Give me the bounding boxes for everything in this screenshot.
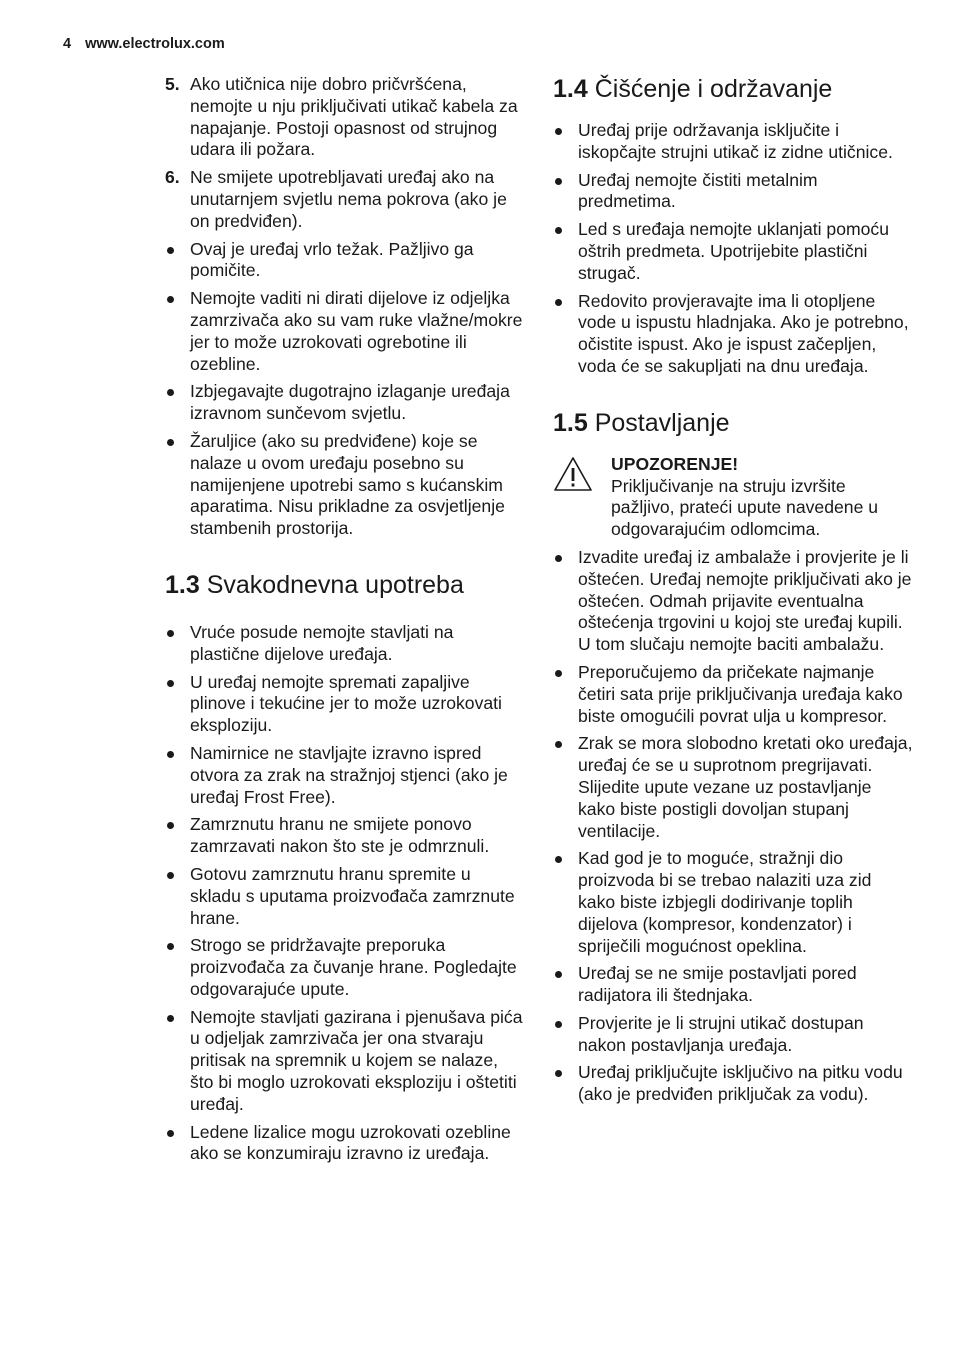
- section-title-1-4: [553, 74, 913, 104]
- list-item: [165, 431, 523, 540]
- list-item: [165, 167, 523, 232]
- list-item: [553, 733, 913, 842]
- list-item: [165, 864, 523, 929]
- list-item: [165, 935, 523, 1000]
- bullet-icon: [167, 389, 174, 396]
- bullet-icon: [167, 247, 174, 254]
- item-text: Provjerite je li strujni utikač dostupan nakon postavljanja uređaja.: [578, 1012, 864, 1055]
- item-text: Zrak se mora slobodno kretati oko uređaja, uređaj će se u suprotnom pregrijavati. Slijedite upute vezane uz postavljanje kako biste postigli dovoljan stupanj ventilacije.: [578, 733, 913, 841]
- list-item: [165, 74, 523, 161]
- warning-triangle-icon: [553, 456, 593, 492]
- item-text: Ako utičnica nije dobro pričvršćena, nemojte u nju priključivati utikač kabela za napajanje. Postoji opasnost od strujnog udara ili požara.: [190, 74, 518, 160]
- bullet-icon: [555, 128, 562, 135]
- list-item: [165, 743, 523, 808]
- bullet-icon: [555, 227, 562, 234]
- section-title-text: Svakodnevna upotreba: [206, 570, 464, 599]
- bullet-icon: [167, 296, 174, 303]
- site-url: www.electrolux.com: [85, 36, 225, 52]
- bullet-icon: [555, 555, 562, 562]
- list-item: [165, 1122, 523, 1166]
- list-item: [165, 288, 523, 375]
- section-number: 1.3: [165, 570, 200, 599]
- item-text: Vruće posude nemojte stavljati na plastične dijelove uređaja.: [190, 621, 454, 664]
- item-text: Redovito provjeravajte ima li otopljene vode u ispustu hladnjaka. Ako je potrebno, očistite ispust. Ako je ispust začepljen, voda će se sakupljati na dnu uređaja.: [578, 290, 909, 376]
- item-text: Uređaj nemojte čistiti metalnim predmetima.: [578, 169, 818, 212]
- list-item: [553, 1062, 913, 1106]
- item-number: 6.: [165, 167, 180, 188]
- bullet-icon: [555, 971, 562, 978]
- item-text: Ne smijete upotrebljavati uređaj ako na unutarnjem svjetlu nema pokrova (ako je on predviđen).: [190, 167, 507, 231]
- section-title-text: Postavljanje: [594, 408, 730, 437]
- list-item: [553, 547, 913, 656]
- bullet-icon: [167, 630, 174, 637]
- list-item: [165, 1007, 523, 1116]
- bullet-icon: [167, 1130, 174, 1137]
- item-number: 5.: [165, 74, 180, 94]
- item-text: Namirnice ne stavljajte izravno ispred otvora za zrak na stražnjoj stjenci (ako je uređaj Frost Free).: [190, 742, 508, 807]
- item-text: U uređaj nemojte spremati zapaljive plinove i tekućine jer to može uzrokovati eksploziju.: [190, 671, 502, 736]
- list-item: [553, 120, 913, 164]
- list-item: [165, 381, 523, 425]
- item-text: Strogo se pridržavajte preporuka proizvođača za čuvanje hrane. Pogledajte odgovarajuće upute.: [190, 935, 517, 999]
- item-text: Uređaj se ne smije postavljati pored radijatora ili štednjaka.: [578, 963, 857, 1006]
- item-text: Uređaj priključujte isključivo na pitku vodu (ako je predviđen priključak za vodu).: [578, 1062, 903, 1105]
- bullet-icon: [167, 943, 174, 950]
- item-text: Led s uređaja nemojte uklanjati pomoću oštrih predmeta. Upotrijebite plastični strugač.: [578, 219, 890, 283]
- warning-block: [553, 454, 913, 541]
- item-text: Žaruljice (ako su predviđene) koje se nalaze u ovom uređaju posebno su namijenjene upotrebi samo s kućanskim aparatima. Nisu prikladne za osvjetljenje stambenih prostorija.: [190, 430, 505, 539]
- item-text: Nemojte vaditi ni dirati dijelove iz odjeljka zamrzivača ako su vam ruke vlažne/mokre jer to može uzrokovati ogrebotine ili ozebline.: [190, 288, 523, 374]
- item-text: Ledene lizalice mogu uzrokovati ozebline ako se konzumiraju izravno iz uređaja.: [190, 1121, 511, 1164]
- section-title-1-3: [165, 570, 523, 600]
- item-text: Nemojte stavljati gazirana i pjenušava pića u odjeljak zamrzivača jer ona stvaraju pritisak na spremnik u kojem se nalaze, što bi moglo uzrokovati eksploziju i oštetiti uređaj.: [190, 1006, 523, 1114]
- bullet-icon: [167, 751, 174, 758]
- bullet-icon: [555, 1070, 562, 1077]
- bullet-icon: [555, 299, 562, 306]
- section-title-1-5: [553, 408, 913, 438]
- bullet-icon: [167, 1015, 174, 1022]
- left-column: [165, 74, 523, 1171]
- list-item: [165, 622, 523, 666]
- bullet-icon: [167, 872, 174, 879]
- warning-text: Priključivanje na struju izvršite pažljivo, prateći upute navedene u odgovarajućim odlomcima.: [611, 475, 879, 540]
- list-item: [553, 662, 913, 727]
- item-text: Uređaj prije održavanja isključite i iskopčajte strujni utikač iz zidne utičnice.: [578, 120, 893, 162]
- warning-title: UPOZORENJE!: [611, 453, 739, 474]
- list-item: [165, 239, 523, 283]
- bullet-icon: [555, 670, 562, 677]
- section-number: 1.4: [553, 75, 588, 103]
- item-text: Preporučujemo da pričekate najmanje četiri sata prije priključivanja uređaja kako biste omogućili povrat ulja u kompresor.: [578, 661, 903, 726]
- list-item: [553, 219, 913, 284]
- item-text: Zamrznutu hranu ne smijete ponovo zamrzavati nakon što ste je odmrznuli.: [190, 814, 490, 857]
- list-item: [553, 291, 913, 378]
- right-column: [553, 74, 913, 1112]
- item-text: Kad god je to moguće, stražnji dio proizvoda bi se trebao nalaziti uza zid kako biste izbjegli dodirivanje toplih dijelova (kompresor, kondenzator) i spriječili mogućnost opeklina.: [578, 848, 872, 956]
- page-header: [63, 36, 225, 52]
- list-item: [165, 672, 523, 737]
- page-number: 4: [63, 36, 72, 52]
- list-item: [553, 170, 913, 214]
- section-number: 1.5: [553, 408, 588, 437]
- section-title-text: Čišćenje i održavanje: [594, 75, 833, 103]
- item-text: Gotovu zamrznutu hranu spremite u skladu s uputama proizvođača zamrznute hrane.: [190, 863, 515, 928]
- item-text: Ovaj je uređaj vrlo težak. Pažljivo ga pomičite.: [190, 238, 474, 281]
- bullet-icon: [555, 1021, 562, 1028]
- list-item: [165, 814, 523, 858]
- bullet-icon: [167, 822, 174, 829]
- list-item: [553, 848, 913, 957]
- bullet-icon: [555, 178, 562, 185]
- bullet-icon: [167, 439, 174, 446]
- bullet-icon: [555, 741, 562, 748]
- item-text: Izvadite uređaj iz ambalaže i provjerite je li oštećen. Uređaj nemojte priključivati ako je oštećen. Odmah prijavite eventualna oštećenja trgovini u kojoj ste uređaj kupili. U tom slučaju nemojte baciti ambalažu.: [578, 546, 912, 655]
- list-item: [553, 963, 913, 1007]
- bullet-icon: [555, 856, 562, 863]
- list-item: [553, 1013, 913, 1057]
- bullet-icon: [167, 680, 174, 687]
- item-text: Izbjegavajte dugotrajno izlaganje uređaja izravnom sunčevom svjetlu.: [190, 381, 510, 424]
